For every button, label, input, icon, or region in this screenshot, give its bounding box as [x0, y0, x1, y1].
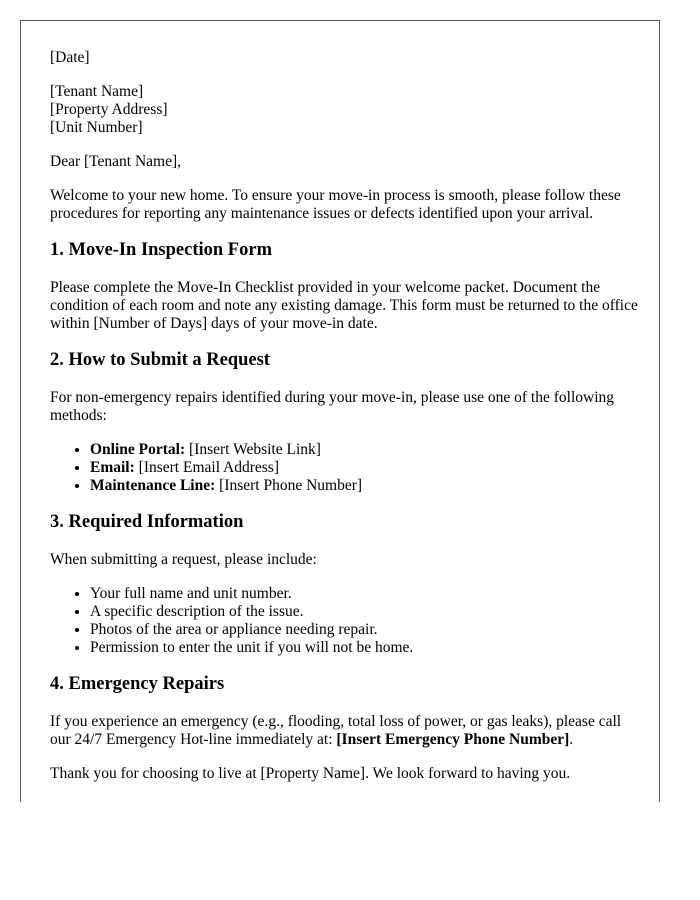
method-label: Email: [90, 459, 135, 476]
section-emergency-heading: 4. Emergency Repairs [50, 674, 225, 694]
unit-number-line: [Unit Number] [50, 119, 143, 136]
method-value: [Insert Website Link] [185, 441, 321, 458]
list-item: • A specific description of the issue. [90, 603, 638, 621]
required-info-list [50, 585, 638, 657]
section-submit-heading: 2. How to Submit a Request [50, 350, 270, 370]
closing-paragraph: Thank you for choosing to live at [Property Name]. We look forward to having you. [50, 765, 571, 782]
emergency-text: If you experience an emergency (e.g., flooding, total loss of power, or gas leaks), please call our 24/7 Emergency Hot-line immediately at: [50, 713, 622, 748]
list-item [90, 477, 638, 495]
method-label: Maintenance Line: [90, 477, 216, 494]
list-item [90, 459, 638, 477]
section-emergency-body [50, 713, 638, 749]
list-item: • Permission to enter the unit if you will not be home. [90, 639, 638, 657]
letter-content [50, 49, 638, 799]
section-inspection-body: Please complete the Move-In Checklist provided in your welcome packet. Document the condition of each room and note any existing damage. This form must be returned to the office within [Number of Days] days of your move-in date. [50, 279, 638, 332]
letter-page [20, 20, 660, 802]
tenant-name-line: [Tenant Name] [50, 83, 144, 100]
list-item: • Your full name and unit number. [90, 585, 638, 603]
method-value: [Insert Phone Number] [215, 477, 363, 494]
method-value: [Insert Email Address] [134, 459, 279, 476]
emergency-phone: [Insert Emergency Phone Number] [336, 731, 570, 748]
section-required-body: When submitting a request, please include: [50, 551, 317, 568]
intro-paragraph: Welcome to your new home. To ensure your move-in process is smooth, please follow these procedures for reporting any maintenance issues or defects identified upon your arrival. [50, 187, 621, 222]
date-line: [Date] [50, 49, 90, 66]
section-required-heading: 3. Required Information [50, 512, 244, 532]
method-label: Online Portal: [90, 441, 186, 458]
list-item: • Photos of the area or appliance needing repair. [90, 621, 638, 639]
property-address-line: [Property Address] [50, 101, 168, 118]
address-block [50, 83, 638, 137]
salutation: Dear [Tenant Name], [50, 153, 182, 170]
emergency-suffix: . [569, 731, 574, 748]
submit-methods-list [50, 441, 638, 495]
section-inspection-heading: 1. Move-In Inspection Form [50, 240, 272, 260]
section-submit-body: For non-emergency repairs identified during your move-in, please use one of the following methods: [50, 389, 615, 424]
list-item [90, 441, 638, 459]
